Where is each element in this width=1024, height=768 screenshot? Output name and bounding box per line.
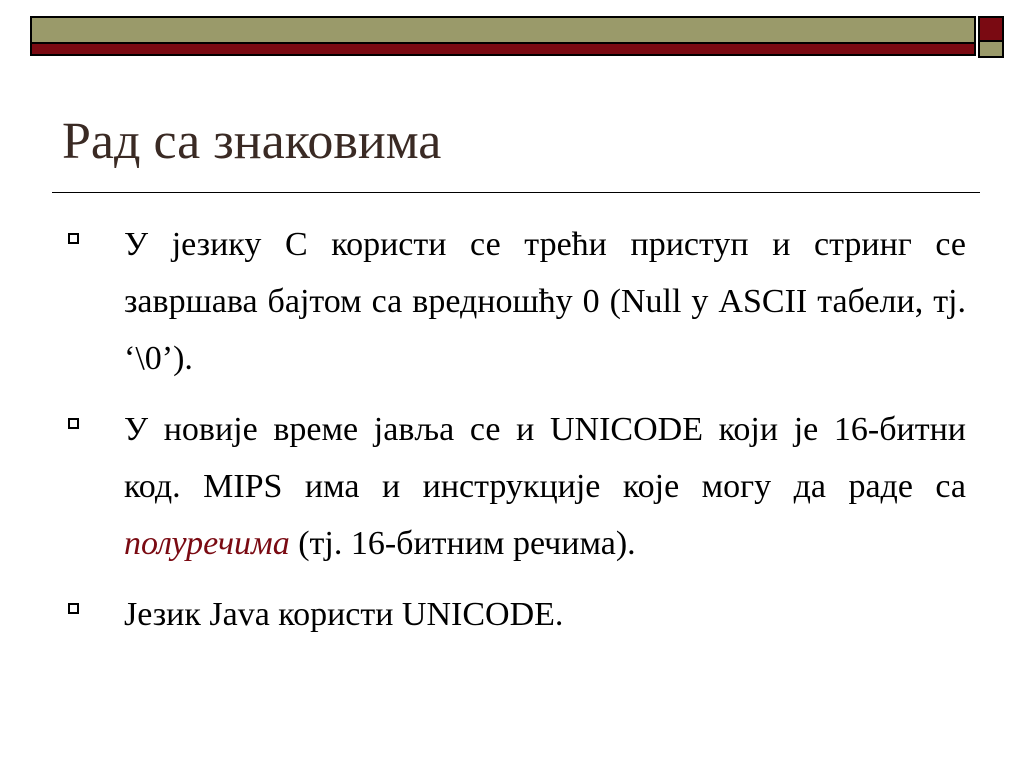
slide-title: Рад са знаковима [62,113,442,170]
bullet-text-part: У новије време јавља се и UNICODE који је 16-битни код. MIPS има и инструкције које могу да раде са [124,411,966,505]
corner-olive-square [980,40,1002,56]
top-bar-maroon-band [32,42,974,54]
bullet-text: Језик Java користи UNICODE. [124,596,564,633]
square-bullet-icon [68,603,79,614]
bullet-text [124,401,966,572]
square-bullet-icon [68,418,79,429]
bullet-item [62,401,966,572]
top-decorative-bar [30,16,976,56]
bullet-item [62,216,966,387]
emphasized-term: полуречима [124,525,290,562]
bullet-text-part: (тј. 16-битним речима). [289,525,636,562]
bullet-text: У језику C користи се трећи приступ и стринг се завршава бајтом са вредношћу 0 (Null у ASCII табели, тј. ‘\0’). [124,226,966,377]
title-divider [52,192,980,193]
corner-decorative-block [978,16,1004,58]
top-bar-olive-band [32,18,974,44]
bullet-list [62,216,966,657]
square-bullet-icon [68,233,79,244]
bullet-item [62,586,966,643]
